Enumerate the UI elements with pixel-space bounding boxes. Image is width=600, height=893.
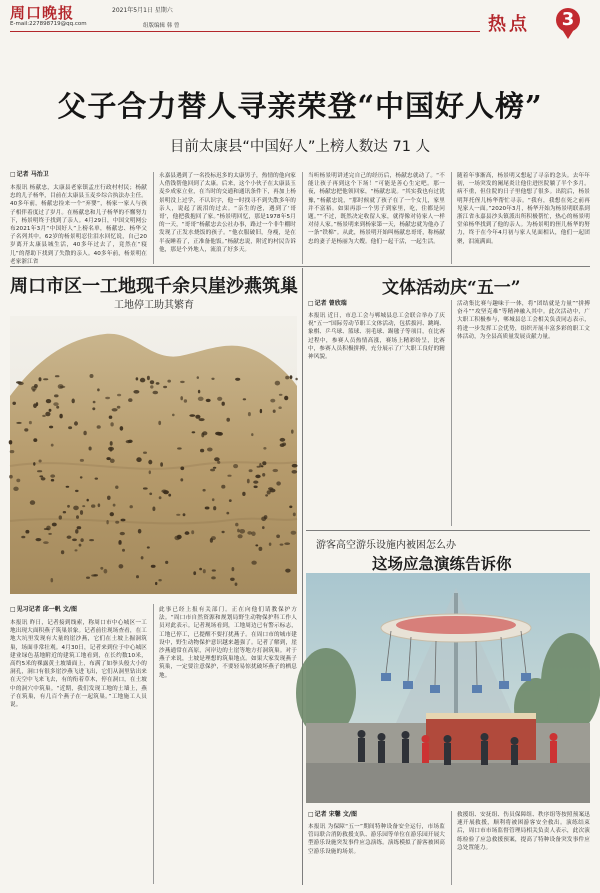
story1-column-4: 随着年事渐高，杨景明又想起了寻亲的念头。去年年初，一场突发的阑尾炎让他住进医院躺了半个多月。病不重，但住院的日子里他想了很多。出院后，杨景明拜托侄儿杨华帮忙寻亲。“我有，我想在死之前再见家人一面。”2020年3月，杨华开始为杨景明联系到浙江省永嘉县沙头镇派出所积极帮忙，热心的杨景明堂弟杨华找到了他的亲人。为杨景明的侄儿杨华的努力，终于在今年4月初与家人见面相认，他们一起团聚，泪流满面。 (457, 173, 590, 245)
column-divider (451, 811, 452, 885)
column-divider (302, 172, 303, 264)
page-number-badge: 3 (556, 8, 580, 32)
story3-column-2: 活动集比赛与趣味于一体，将“团结就是力量”“拼搏奋斗”“攻坚克难”等精神融入其中。此次活动中，广大职工积极参与，郸城县总工会相关负责同志表示，将进一步发挥工会优势，组织开展丰富多彩的职工文体活动，为全县高质量发展贡献力量。 (457, 301, 590, 340)
column-divider (451, 172, 452, 264)
editor-credit: 组版编辑 韩 曾 (143, 23, 180, 29)
column-divider (153, 604, 154, 884)
story2-headline: 周口市区一工地现千余只崖沙燕筑巢 (10, 276, 298, 297)
lead-headline: 父子合力替人寻亲荣登“中国好人榜” (57, 89, 543, 123)
story1-byline: □ 记者 马治卫 (10, 171, 49, 179)
section-divider (306, 530, 590, 531)
section-divider (10, 266, 590, 267)
contact-email: E-mail:227898719@qq.com (10, 21, 87, 27)
story4-byline: □ 记者 宋馨 文/图 (308, 811, 357, 819)
story2-column-1: 本报讯 昨日，记者接到线索，称周口市中心城区一工地出现大面积燕子筑巢景象。记者前往现场查看，在工地大坑里发现有大量的崖沙燕，它们在土坡上掘洞筑巢，场面非常壮观。4月30日，记者来到位于中心城区建业绿色基地附近的建筑工地看到，在长约数10米，高约5米的裸露黄土坡墙面上，布满了如拳头般大小的洞孔，洞口有很多崖沙燕飞进飞出，它们从洞里钻出来在天空中飞来飞去，有的衔着草木，停在洞口，在土坡中的洞穴中筑巢。“近期，我们发现工地的土墙上，燕子在筑巢，有几百个燕子在一起筑巢。”工地施工人员说。 (10, 620, 147, 709)
story4-column-1: 本报讯 为保障“五一”期间特种设备安全运行，市场监管局联合消防救援支队、游乐园等单位在游乐园开展大型游乐设施突发事件应急演练。演练模拟了游客被困高空游乐设施的场景。 (308, 824, 445, 855)
column-divider (302, 268, 303, 885)
section-name: 热点 (488, 14, 530, 35)
story1-column-2: 永嘉县遇到了一名投标迟多的太康男子，热情的他向家人借钱帮他回到了太康。后来，这个小伙子在太康县玉麦乡成家立业，在当时的交通和通讯条件下，再加上杨景明没上过学，不认识字，他一时找寻不到失散多年的亲人，说起了流泪的过去。“亲生的爸，遇到了‘哥哥’，他把我抱回了家。”杨景明回忆，那是1978年5月的一天，“哥哥”杨献忠去公社办事，路过一个非牛棚时发现了正发水烧饭的孩子。“他衣服破旧，身瘦，是在半夜睡着了，正准备他饭。”杨献忠说，附近的村民告诉他，那是个外地人，流浪了好多天。 (159, 173, 296, 253)
story3-headline: 文体活动庆“五一” (382, 278, 521, 298)
column-divider (451, 300, 452, 526)
story1-column-1: 本报讯 杨献忠，太康县老家镇孟庄行政村村民；杨献忠的儿子杨华，目前在太康县玉麦乡综合执法办主任。40多年前，杨献忠捡来一个“弃婴”，杨家一家人与孩子相伴着度过了岁月。在杨献忠和儿子杨华的不懈努力下，杨景明终于找到了亲人。4月29日，中国文明网公布2021年3月“中国好人”上榜名单，杨献忠、杨华父子名列其中。62岁的杨景明忍住泪水回忆说，自己20岁离开太康县城生活，40多年过去了，竟然在“寝儿”的帮助下找到了失散的亲人。40多年前，杨景明在老家浙江省 (10, 185, 147, 265)
story3-column-1: 本报讯 近日，市总工会与郸城县总工会联合举办了庆祝“五一”国际劳动节职工文体活动，包括拔河、跳绳、象棋、乒乓球、篮球、羽毛球、踢毽子等项目，在比赛过程中，参赛人员热情高涨，赛场上精彩纷呈，比赛中，参赛人员积极拼搏，充分展示了广大职工良好的精神风貌。 (308, 313, 445, 361)
story4-kicker: 游客高空游乐设施内被困怎么办 (316, 540, 456, 551)
photo-sand-martin-nests (10, 316, 297, 594)
lead-subheadline: 目前太康县“中国好人”上榜人数达 71 人 (169, 139, 431, 155)
story4-headline: 这场应急演练告诉你 (372, 554, 512, 573)
header-rule (10, 31, 480, 32)
photo-emergency-drill (306, 573, 590, 803)
story4-column-2: 救援组、安抚组、伤员保障组、秩序组等按照预案迅速开展救援，顺利将被困游客安全救出。演练结束后，周口市市场监督管理局相关负责人表示，此次演练检验了应急救援预案，提高了特种设备突发事件应急处置能力。 (457, 812, 590, 851)
story1-column-3: 当听杨景明讲述完自己的经历后，杨献忠就动了。“不能让孩子再到这个下场！”可能是善心生定吧。那一夜，杨献忠把他领回家，“杨献忠说。“其实我也有过犹豫，”杨献忠说，“那时候就了孩子在了一个女儿，家里并不富裕。如果再添一个男子到家里，吃，住都是问题。”“不过，既然决定收留人家，就得像对待家人一样对待人家。”杨景明来到杨家第一天，杨献忠就为他办了一条“铁棉”。从此，杨景明开始叫杨献忠哥哥，称杨献忠的妻子是杨丽为大嫂。他们一起干活，一起生活。 (308, 173, 445, 245)
masthead: 周口晚报 (10, 4, 75, 22)
story3-byline: □ 记者 曾欣瑞 (308, 300, 347, 308)
issue-date: 2021年5月1日 星期六 (112, 7, 173, 14)
story2-subheadline: 工地停工助其繁育 (114, 300, 194, 311)
story2-byline: □ 见习记者 邱一帆 文/图 (10, 606, 77, 614)
column-divider (153, 172, 154, 264)
story2-column-2: 此事已经上报有关部门。正在向他们请教保护方法。“周口市自然资源和规划局野生动物保护科工作人员对此表示。记者现场看到，工地周边已有警示标志，工地已停工，已提醒不要打扰燕子。在周口市的城市建设中，野生动物保护意识越来越强了。记者了解到，崖沙燕通常在高原，河岸边的土崖等地方打洞筑巢。对于燕子来说，土坡是理想的筑巢地点。如果大家发现燕子筑巢，一定要注意保护，不要轻易惊扰破坏燕子的栖息地。 (159, 607, 297, 679)
